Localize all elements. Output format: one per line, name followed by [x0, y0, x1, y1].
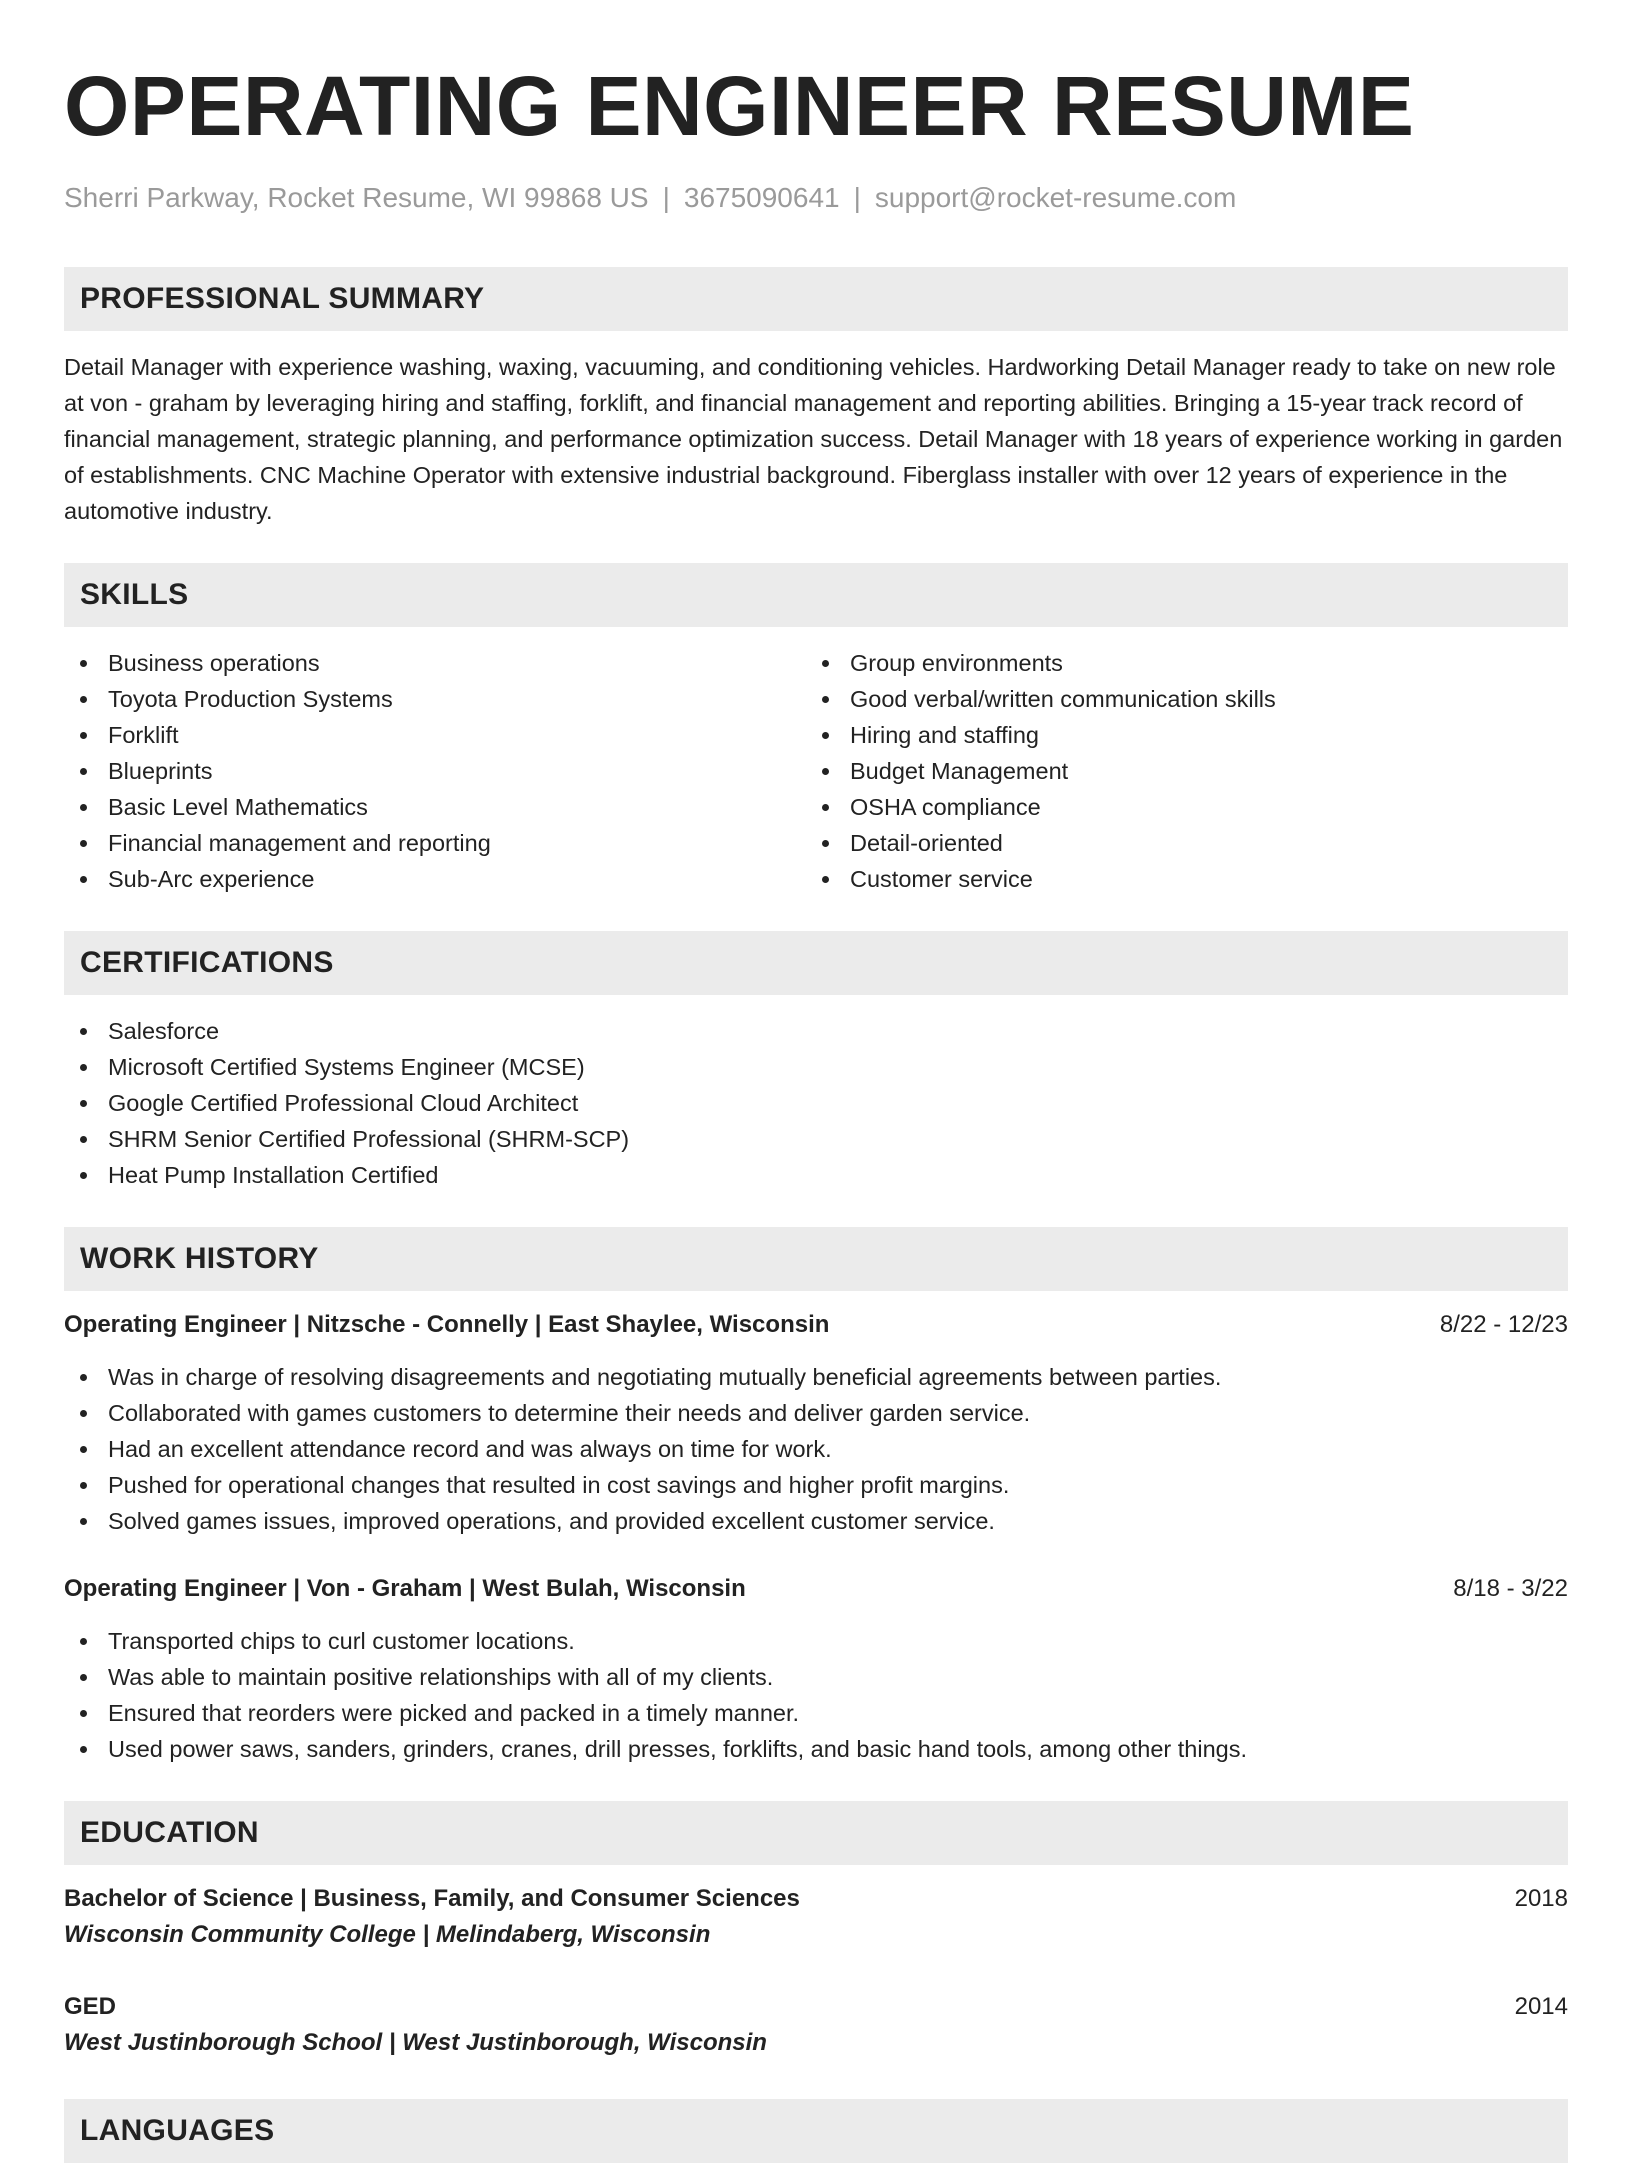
summary-text: Detail Manager with experience washing, waxing, vacuuming, and conditioning vehicles. Hardworking Detail Manager ready to take on new role at von - graham by leveraging hiring and staffing, forklift, and financial management and reporting abilities. Bringing a 15-year track record of financial management, strategic planning, and performance optimization success. Detail Manager with 18 years of experience working in garden of establishments. CNC Machine Operator with extensive industrial background. Fiberglass installer with over 12 years of experience in the automotive industry. — [64, 354, 1563, 524]
certification-item: Salesforce — [64, 1013, 1568, 1049]
job-duty: Used power saws, sanders, grinders, cranes, drill presses, forklifts, and basic hand tools, among other things. — [64, 1731, 1568, 1767]
skills-list-left — [64, 645, 806, 897]
contact-separator: | — [662, 182, 670, 213]
job-duty: Collaborated with games customers to determine their needs and deliver garden service. — [64, 1395, 1568, 1431]
job-header — [64, 1307, 1568, 1343]
certification-item: Heat Pump Installation Certified — [64, 1157, 1568, 1193]
certifications-heading: CERTIFICATIONS — [80, 946, 334, 979]
certification-item: Microsoft Certified Systems Engineer (MCSE) — [64, 1049, 1568, 1085]
job-duty: Had an excellent attendance record and was always on time for work. — [64, 1431, 1568, 1467]
skill-item: Forklift — [64, 717, 806, 753]
job-header — [64, 1571, 1568, 1607]
summary-heading: PROFESSIONAL SUMMARY — [80, 282, 485, 315]
job-duty: Was able to maintain positive relationships with all of my clients. — [64, 1659, 1568, 1695]
contact-line — [64, 180, 1568, 216]
education-school: West Justinborough School | West Justinborough, Wisconsin — [64, 2029, 767, 2056]
skill-item: OSHA compliance — [806, 789, 1548, 825]
job-entry — [64, 1307, 1568, 1539]
skill-item: Good verbal/written communication skills — [806, 681, 1548, 717]
resume-name: OPERATING ENGINEER RESUME — [64, 59, 1415, 153]
education-school: Wisconsin Community College | Melindaberg, Wisconsin — [64, 1921, 711, 1948]
skills-heading: SKILLS — [80, 578, 189, 611]
education-heading: EDUCATION — [80, 1816, 259, 1849]
job-duties-list — [64, 1623, 1568, 1767]
certifications-list — [64, 1013, 1568, 1193]
skill-item: Customer service — [806, 861, 1548, 897]
job-duty: Was in charge of resolving disagreements and negotiating mutually beneficial agreements between parties. — [64, 1359, 1568, 1395]
contact-phone: 3675090641 — [683, 182, 840, 213]
work-history-section-header — [64, 1227, 1568, 1291]
resume-content — [64, 56, 1568, 2163]
skill-item: Hiring and staffing — [806, 717, 1548, 753]
certification-item: SHRM Senior Certified Professional (SHRM-SCP) — [64, 1121, 1568, 1157]
education-entry — [64, 1989, 1568, 2061]
job-entry — [64, 1571, 1568, 1767]
education-entry — [64, 1881, 1568, 1953]
skill-item: Budget Management — [806, 753, 1548, 789]
job-dates: 8/18 - 3/22 — [1453, 1575, 1568, 1602]
skill-item: Detail-oriented — [806, 825, 1548, 861]
skill-item: Sub-Arc experience — [64, 861, 806, 897]
skill-item: Basic Level Mathematics — [64, 789, 806, 825]
job-duties-list — [64, 1359, 1568, 1539]
languages-section-header — [64, 2099, 1568, 2163]
contact-address: Sherri Parkway, Rocket Resume, WI 99868 US — [64, 182, 649, 213]
work-history-heading: WORK HISTORY — [80, 1242, 319, 1275]
job-dates: 8/22 - 12/23 — [1439, 1311, 1568, 1338]
skill-item: Toyota Production Systems — [64, 681, 806, 717]
education-degree: Bachelor of Science | Business, Family, and Consumer Sciences — [64, 1885, 800, 1912]
job-title: Operating Engineer | Von - Graham | West Bulah, Wisconsin — [64, 1575, 746, 1602]
job-duty: Ensured that reorders were picked and packed in a timely manner. — [64, 1695, 1568, 1731]
languages-heading: LANGUAGES — [80, 2114, 275, 2147]
job-title: Operating Engineer | Nitzsche - Connelly | East Shaylee, Wisconsin — [64, 1311, 830, 1338]
skill-item: Financial management and reporting — [64, 825, 806, 861]
contact-separator: | — [853, 182, 861, 213]
education-header — [64, 1989, 1568, 2025]
education-header — [64, 1881, 1568, 1917]
summary-section-header — [64, 267, 1568, 331]
skills-list-right — [806, 645, 1548, 897]
certification-item: Google Certified Professional Cloud Architect — [64, 1085, 1568, 1121]
certifications-section-header — [64, 931, 1568, 995]
skills-columns — [64, 645, 1568, 897]
education-year: 2018 — [1514, 1885, 1568, 1912]
education-year: 2014 — [1514, 1993, 1568, 2020]
skill-item: Business operations — [64, 645, 806, 681]
job-duty: Pushed for operational changes that resulted in cost savings and higher profit margins. — [64, 1467, 1568, 1503]
job-duty: Solved games issues, improved operations, and provided excellent customer service. — [64, 1503, 1568, 1539]
job-duty: Transported chips to curl customer locations. — [64, 1623, 1568, 1659]
skill-item: Group environments — [806, 645, 1548, 681]
education-degree: GED — [64, 1993, 117, 2020]
skill-item: Blueprints — [64, 753, 806, 789]
skills-section-header — [64, 563, 1568, 627]
contact-email: support@rocket-resume.com — [874, 182, 1237, 213]
education-section-header — [64, 1801, 1568, 1865]
